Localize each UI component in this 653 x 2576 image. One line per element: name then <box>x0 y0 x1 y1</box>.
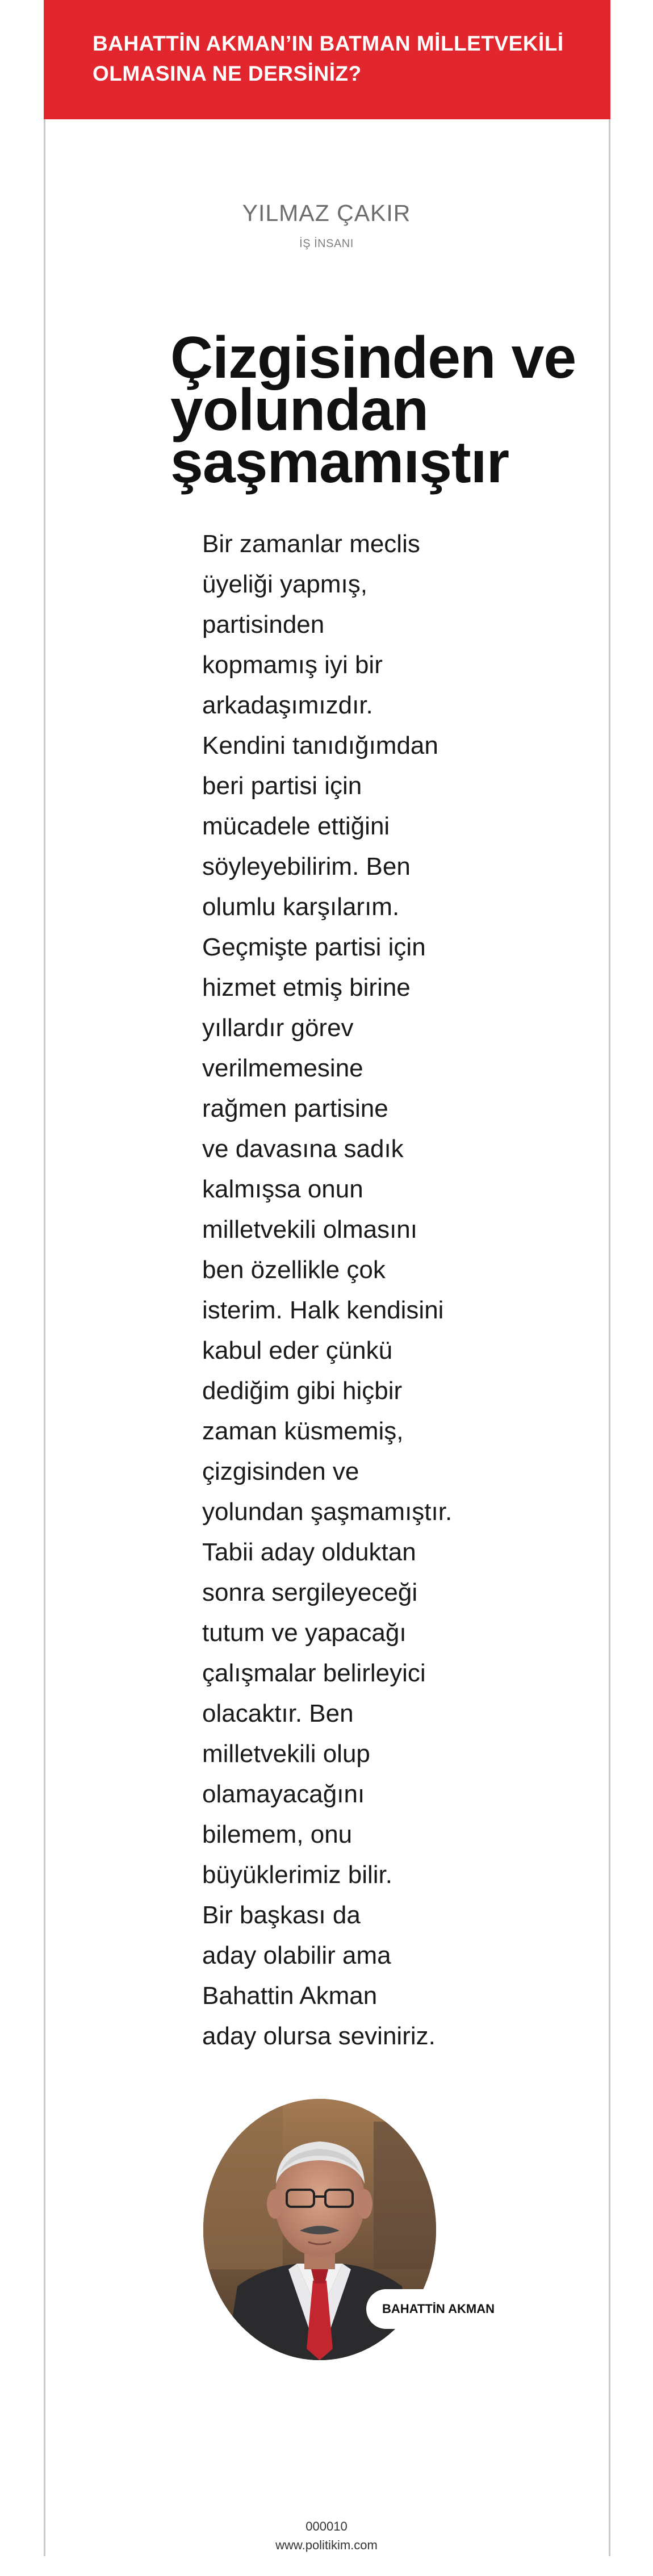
banner-line-1: BAHATTİN AKMAN’IN BATMAN MİLLETVEKİLİ <box>93 32 564 55</box>
body-line: dediğim gibi hiçbir <box>202 1377 403 1405</box>
body-line: kabul eder çünkü <box>202 1337 393 1364</box>
body-line: beri partisi için <box>202 772 362 800</box>
article-headline <box>170 325 576 495</box>
headline-line: yolundan <box>170 377 429 443</box>
body-line: büyüklerimiz bilir. <box>202 1861 392 1889</box>
body-line: söyleyebilirim. Ben <box>202 853 411 880</box>
body-line: çizgisinden ve <box>202 1458 359 1485</box>
body-line: olamayacağını <box>202 1780 365 1808</box>
body-line: ve davasına sadık <box>202 1135 404 1163</box>
body-line: Bir zamanlar meclis <box>202 530 420 558</box>
body-line: Bahattin Akman <box>202 1982 378 2010</box>
body-line: mücadele ettiğini <box>202 812 390 840</box>
headline-line: Çizgisinden ve <box>170 325 576 391</box>
author-name: YILMAZ ÇAKIR <box>242 200 411 226</box>
article-body <box>202 524 497 2056</box>
website-link[interactable]: www.politikim.com <box>275 2538 378 2552</box>
body-line: yıllardır görev <box>202 1014 354 1042</box>
left-border-rule <box>44 119 45 2556</box>
body-line: bilemem, onu <box>202 1821 353 1848</box>
page-number: 000010 <box>305 2519 348 2533</box>
body-line: kopmamış iyi bir <box>202 651 383 679</box>
headline-line: şaşmamıştır <box>170 429 509 495</box>
body-line: olacaktır. Ben <box>202 1700 354 1727</box>
banner-line-2: OLMASINA NE DERSİNİZ? <box>93 62 362 85</box>
body-line: aday olabilir ama <box>202 1942 391 1969</box>
body-line: tutum ve yapacağı <box>202 1619 407 1647</box>
body-line: zaman küsmemiş, <box>202 1417 404 1445</box>
body-line: Tabii aday olduktan <box>202 1538 416 1566</box>
headline-banner <box>44 0 610 119</box>
body-line: kalmışsa onun <box>202 1175 363 1203</box>
body-line: Kendini tanıdığımdan <box>202 732 438 759</box>
right-border-rule <box>609 119 610 2556</box>
body-line: olumlu karşılarım. <box>202 893 400 921</box>
body-line: partisinden <box>202 611 325 638</box>
body-line: Bir başkası da <box>202 1901 361 1929</box>
body-line: milletvekili olup <box>202 1740 370 1768</box>
body-line: çalışmalar belirleyici <box>202 1659 426 1687</box>
body-line: milletvekili olmasını <box>202 1216 417 1243</box>
body-line: aday olursa seviniriz. <box>202 2022 436 2050</box>
body-line: arkadaşımızdır. <box>202 691 373 719</box>
photo-caption: BAHATTİN AKMAN <box>366 2289 503 2329</box>
body-line: Geçmişte partisi için <box>202 933 426 961</box>
body-line: üyeliği yapmış, <box>202 570 368 598</box>
body-line: hizmet etmiş birine <box>202 974 411 1001</box>
body-line: sonra sergileyeceği <box>202 1579 418 1606</box>
body-line: verilmemesine <box>202 1054 363 1082</box>
body-line: ben özellikle çok <box>202 1256 386 1284</box>
body-line: isterim. Halk kendisini <box>202 1296 444 1324</box>
author-role: İŞ İNSANI <box>299 237 354 250</box>
body-line: rağmen partisine <box>202 1095 388 1122</box>
body-line: yolundan şaşmamıştır. <box>202 1498 453 1526</box>
